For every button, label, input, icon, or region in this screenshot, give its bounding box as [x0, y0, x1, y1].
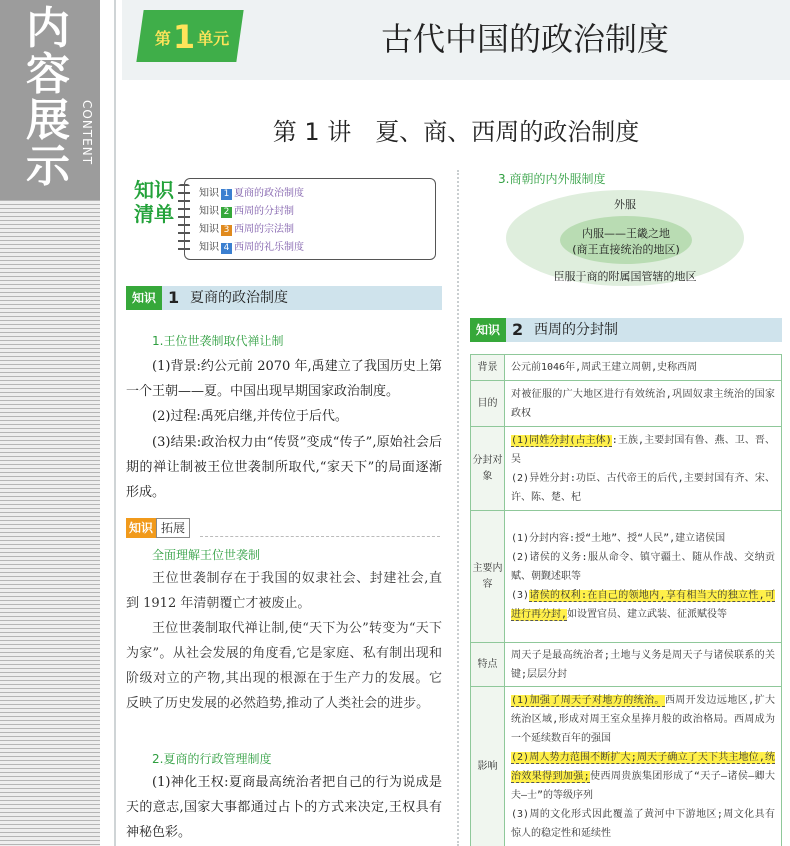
checklist-item[interactable]	[199, 185, 435, 203]
section-1-header	[126, 286, 442, 310]
objects-line-1-rest: :王族,主要封国有鲁、燕、卫、晋、吴	[511, 434, 776, 465]
paragraph-process: (2)过程:禹死启继,并传位于后代。	[152, 409, 348, 424]
impact-line-2-rest: 使西周贵族集团形成了“天子—诸侯—卿大夫—士”的等级序列	[511, 770, 775, 801]
checklist-item-prefix: 知识	[199, 206, 219, 217]
paragraph-result: (3)结果:政治权力由“传贤”变成“传子”,原始社会后期的禅让制被王位世袭制所取代,“家天下”的局面逐渐形成。	[126, 435, 442, 500]
content-line-2: (2)诸侯的义务:服从命令、镇守疆土、随从作战、交纳贡赋、朝觐述职等	[511, 552, 775, 582]
table-row	[471, 381, 782, 427]
objects-line-1	[511, 431, 775, 469]
row-key-content: 主要内容	[471, 511, 505, 643]
inner-domain-label-1: 内服——王畿之地	[582, 227, 670, 240]
checklist-item-number: 1	[221, 189, 232, 200]
section-1-tag: 知识	[126, 286, 162, 310]
checklist-item[interactable]	[199, 239, 435, 257]
row-value-background: 公元前1046年,周武王建立周朝,史称西周	[505, 355, 782, 381]
row-value-objects	[505, 427, 782, 511]
lecture-title: 第 1 讲 夏、商、西周的政治制度	[272, 118, 640, 146]
checklist-item-prefix: 知识	[199, 224, 219, 235]
impact-line-1	[511, 691, 775, 748]
highlight-strengthened-rule: (1)加强了周天子对地方的统治。	[511, 694, 665, 706]
checklist-item-text: 夏商的政治制度	[234, 188, 304, 199]
checklist-label	[128, 176, 180, 232]
row-value-impact	[505, 687, 782, 846]
row-value-features: 周天子是最高统治者;土地与义务是周天子与诸侯联系的关键;层层分封	[505, 643, 782, 687]
diagram-title: 3.商朝的内外服制度	[498, 172, 606, 186]
row-key-impact: 影响	[471, 687, 505, 846]
content-line-1: (1)分封内容:授“土地”、授“人民”,建立诸侯国	[511, 533, 726, 544]
row-value-purpose: 对被征服的广大地区进行有效统治,巩固奴隶主统治的国家政权	[505, 381, 782, 427]
paragraph-divine-kingship: (1)神化王权:夏商最高统治者把自己的行为说成是天的意志,国家大事都通过占卜的方式来决定,王权具有神秘色彩。	[126, 775, 442, 840]
row-key-features: 特点	[471, 643, 505, 687]
outer-domain-label: 外服	[614, 198, 636, 211]
subheading-1: 1.王位世袭制取代禅让制	[152, 334, 284, 348]
impact-line-1-rest: 西周开发边远地区,扩大统治区域,形成对周王室众星捧月般的政治格局。西周成为一个延续数百年的强国	[511, 694, 775, 744]
extension-paragraph-2: 王位世袭制取代禅让制,使“天下为公”转变为“天下为家”。从社会发展的角度看,它是家庭、私有制出现和阶级对立的产物,其出现的根源在于生产力的发展。它反映了历史发展的必然趋势,推动了人类社会的进步。	[126, 621, 442, 711]
row-key-objects: 分封对象	[471, 427, 505, 511]
subheading-2: 2.夏商的行政管理制度	[152, 752, 272, 766]
objects-line-2: (2)异姓分封:功臣、古代帝王的后代,主要封国有齐、宋、许、陈、楚、杞	[511, 472, 775, 503]
unit-prefix: 第	[154, 28, 171, 48]
checklist-label-line1: 知识	[134, 178, 174, 202]
paragraph-background: (1)背景:约公元前 2070 年,禹建立了我国历史上第一个王朝——夏。中国出现早期国家政治制度。	[126, 359, 442, 399]
checklist-item-prefix: 知识	[199, 242, 219, 253]
spiral-binding-icon	[178, 184, 190, 254]
extension-paragraph-1: 王位世袭制存在于我国的奴隶社会、封建社会,直到 1912 年清朝覆亡才被废止。	[126, 571, 442, 611]
checklist-item-prefix: 知识	[199, 188, 219, 199]
checklist-item[interactable]	[199, 221, 435, 239]
checklist-item-number: 2	[221, 207, 232, 218]
highlight-same-surname: (1)同姓分封(占主体)	[511, 434, 612, 446]
unit-title: 古代中国的政治制度	[380, 20, 669, 58]
impact-line-3: (3)周的文化形式因此覆盖了黄河中下游地区;周文化具有惊人的稳定性和延续性	[511, 808, 775, 839]
section-2-tag: 知识	[470, 318, 506, 342]
outer-domain-description: 臣服于商的附属国管辖的地区	[553, 270, 697, 283]
inner-domain-label-2: (商王直接统治的地区)	[572, 243, 680, 256]
section-2-number: 2	[512, 320, 524, 339]
extension-tag-knowledge: 知识	[126, 518, 156, 538]
checklist-item-number: 3	[221, 225, 232, 236]
impact-line-2	[511, 748, 775, 805]
content-line-3-rest: 如设置官员、建立武装、征派赋役等	[567, 609, 728, 620]
table-row	[471, 511, 782, 643]
highlight-vassal-rights: 诸侯的权利:在自己的领地内,享有相当大的独立性,可进行再分封,	[511, 590, 775, 620]
table-row	[471, 643, 782, 687]
content-line-3	[511, 586, 775, 624]
unit-badge-text	[146, 16, 238, 58]
row-key-background: 背景	[471, 355, 505, 381]
checklist-item-text: 西周的礼乐制度	[234, 242, 304, 253]
extension-tag-label: 拓展	[156, 518, 190, 538]
section-1-title: 夏商的政治制度	[190, 290, 288, 306]
column-divider	[457, 170, 459, 846]
extension-divider	[200, 536, 440, 537]
section-2-header	[470, 318, 782, 342]
unit-number: 1	[172, 18, 196, 56]
table-row	[471, 427, 782, 511]
checklist-box	[184, 178, 436, 260]
checklist-item[interactable]	[199, 203, 435, 221]
enfeoffment-table	[470, 354, 782, 846]
checklist-item-text: 西周的宗法制	[234, 224, 294, 235]
section-1-number: 1	[168, 288, 180, 307]
checklist-label-line2: 清单	[134, 202, 174, 226]
row-key-purpose: 目的	[471, 381, 505, 427]
sidebar-divider	[114, 0, 116, 846]
checklist-item-number: 4	[221, 243, 232, 254]
extension-tag	[126, 518, 190, 538]
content-line-3-prefix: (3)	[511, 590, 530, 601]
row-value-content	[505, 511, 782, 643]
unit-suffix: 单元	[197, 28, 230, 48]
knowledge-checklist	[128, 176, 436, 262]
extension-title: 全面理解王位世袭制	[152, 548, 261, 562]
sidebar-subtitle: CONTENT	[80, 100, 94, 166]
sidebar-title: 内容展示	[26, 3, 70, 192]
highlight-expanded-influence: (2)周人势力范围不断扩大;周天子确立了天下共主地位,统治效果得到加强;	[511, 751, 775, 782]
table-row	[471, 687, 782, 846]
checklist-item-text: 西周的分封制	[234, 206, 294, 217]
table-row	[471, 355, 782, 381]
section-2-title: 西周的分封制	[534, 322, 618, 338]
